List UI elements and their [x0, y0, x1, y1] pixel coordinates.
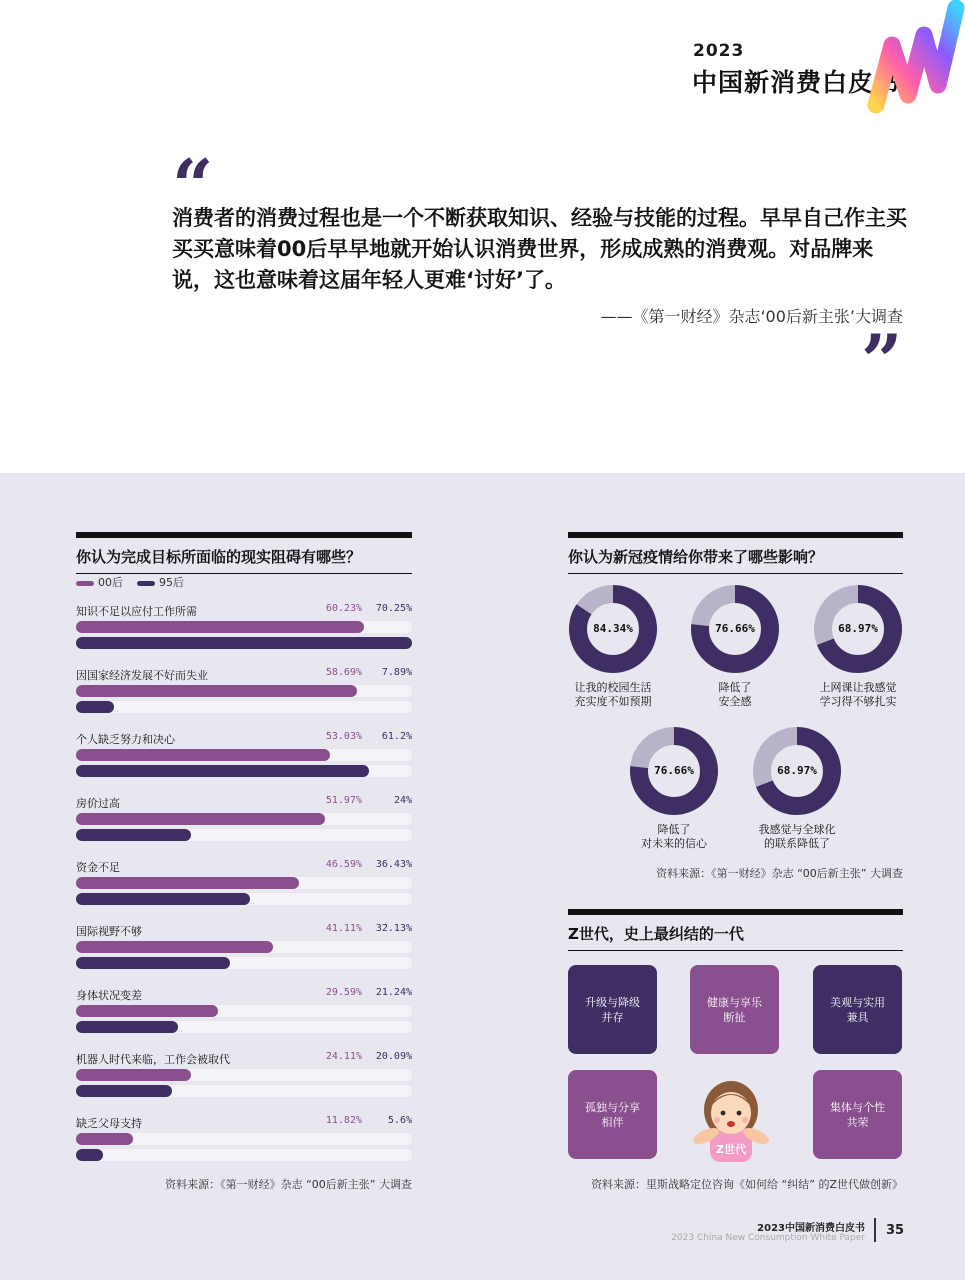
bar-value-label-00: 46.59%: [325, 859, 362, 870]
bar-track: [76, 749, 412, 761]
donut-caption: [553, 681, 673, 709]
bar-00: [76, 941, 273, 953]
bar-value-label-00: 24.11%: [325, 1051, 362, 1062]
donut-caption-line: 降低了: [657, 823, 691, 836]
bar-00: [76, 813, 325, 825]
bar-category-label: 知识不足以应付工作所需: [76, 605, 197, 618]
genz-tile: [568, 965, 657, 1054]
donut-caption-line: 对未来的信心: [641, 837, 707, 850]
bar-track: [76, 1085, 412, 1097]
covid-title: 你认为新冠疫情给你带来了哪些影响？: [568, 548, 824, 566]
genz-tile: [813, 965, 902, 1054]
obstacles-source: 资料来源：《第一财经》杂志 “00后新主张” 大调查: [165, 1178, 412, 1191]
bar-95: [76, 829, 191, 841]
genz-tile-text: 健康与享乐: [707, 995, 762, 1009]
bar-category-label: 身体状况变差: [76, 989, 142, 1002]
donut-caption: [675, 681, 795, 709]
bar-row: [76, 731, 412, 787]
bar-value-label-00: 53.03%: [325, 731, 362, 742]
bar-track: [76, 1069, 412, 1081]
bar-value-label-00: 41.11%: [325, 923, 362, 934]
bar-00: [76, 685, 357, 697]
panel-top-bar: [76, 532, 412, 538]
bar-95: [76, 765, 369, 777]
footer-separator: [874, 1218, 876, 1242]
bar-value-label-00: 11.82%: [325, 1115, 362, 1126]
donut-caption: [737, 823, 857, 851]
bar-row: [76, 603, 412, 659]
bar-track: [76, 637, 412, 649]
obstacles-panel: [76, 532, 412, 574]
bar-value-label-95: 70.25%: [375, 603, 412, 614]
footer-title-cn: 2023中国新消费白皮书: [757, 1223, 865, 1234]
bar-row: [76, 667, 412, 723]
genz-tile-text: 并存: [601, 1010, 624, 1024]
bar-track: [76, 701, 412, 713]
covid-source: 资料来源：《第一财经》杂志 “00后新主张” 大调查: [656, 867, 903, 880]
genz-tile: [813, 1070, 902, 1159]
bar-value-label-00: 58.69%: [325, 667, 362, 678]
donut-caption-line: 充实度不如预期: [574, 695, 652, 708]
page-number: 35: [886, 1223, 905, 1238]
bar-95: [76, 637, 412, 649]
bar-95: [76, 701, 114, 713]
mascot-tag: Z世代: [716, 1143, 746, 1156]
donut-caption-line: 安全感: [718, 695, 752, 708]
genz-tile-text: 相伴: [601, 1115, 624, 1129]
donut-caption-line: 降低了: [718, 681, 752, 694]
bar-value-label-95: 20.09%: [375, 1051, 412, 1062]
donut-caption: [798, 681, 918, 709]
genz-tile-text: 孤独与分享: [585, 1100, 640, 1114]
bar-category-label: 机器人时代来临，工作会被取代: [76, 1053, 230, 1066]
bar-00: [76, 1005, 218, 1017]
bar-track: [76, 621, 412, 633]
bar-95: [76, 1021, 178, 1033]
legend-00: 00后: [76, 574, 123, 590]
bar-track: [76, 685, 412, 697]
brand-logo-graphic: [858, 0, 965, 120]
genz-tile: [568, 1070, 657, 1159]
genz-tile: [690, 965, 779, 1054]
covid-panel: [568, 532, 903, 574]
bar-category-label: 个人缺乏努力和决心: [76, 733, 175, 746]
bar-row: [76, 1051, 412, 1107]
bar-track: [76, 1133, 412, 1145]
donut-value-label: 76.66%: [654, 764, 694, 777]
bar-category-label: 缺乏父母支持: [76, 1117, 142, 1130]
header-year: 2023: [693, 41, 745, 61]
donut-caption-line: 让我的校园生活: [574, 681, 652, 694]
footer-title-en: 2023 China New Consumption White Paper: [671, 1233, 865, 1243]
bar-track: [76, 941, 412, 953]
bar-track: [76, 1021, 412, 1033]
bar-value-label-00: 51.97%: [325, 795, 362, 806]
title-rule: [568, 950, 903, 951]
bar-track: [76, 877, 412, 889]
genz-tile-text: 断扯: [723, 1010, 746, 1024]
donut-value-label: 76.66%: [715, 622, 755, 635]
header-title: 中国新消费白皮书: [692, 68, 901, 97]
bar-value-label-95: 36.43%: [375, 859, 412, 870]
bar-value-label-95: 7.89%: [381, 667, 412, 678]
donut-caption-line: 上网课让我感觉: [819, 681, 897, 694]
legend-swatch-95: [137, 581, 155, 586]
bar-value-label-00: 60.23%: [325, 603, 362, 614]
bar-row: [76, 923, 412, 979]
bar-00: [76, 877, 299, 889]
bar-value-label-00: 29.59%: [325, 987, 362, 998]
genz-tile-text: 共荣: [846, 1115, 869, 1129]
bar-value-label-95: 24%: [393, 795, 412, 806]
quote-text: 消费者的消费过程也是一个不断获取知识、经验与技能的过程。早早自己作主买买买意味着00后早早地就开始认识消费世界，形成成熟的消费观。对品牌来说，这也意味着这届年轻人更难‘讨好’了。: [172, 206, 907, 292]
bar-track: [76, 1005, 412, 1017]
bar-track: [76, 1149, 412, 1161]
bar-row: [76, 795, 412, 851]
genz-panel: [568, 909, 903, 951]
panel-top-bar: [568, 532, 903, 538]
genz-tile-text: 美观与实用: [830, 995, 885, 1009]
donut-caption: [614, 823, 734, 851]
title-rule: [568, 573, 903, 574]
bar-95: [76, 1085, 172, 1097]
donut-value-label: 84.34%: [593, 622, 633, 635]
donut-caption-line: 的联系降低了: [764, 837, 830, 850]
genz-title: Z世代，史上最纠结的一代: [568, 925, 744, 943]
genz-tile-text: 集体与个性: [830, 1100, 885, 1114]
bar-95: [76, 1149, 103, 1161]
bar-row: [76, 987, 412, 1043]
bar-row: [76, 1115, 412, 1171]
bar-95: [76, 893, 250, 905]
bar-00: [76, 621, 364, 633]
bar-95: [76, 957, 230, 969]
legend-95: 95后: [137, 574, 184, 590]
bar-track: [76, 893, 412, 905]
obstacles-title: 你认为完成目标所面临的现实阻碍有哪些？: [76, 548, 362, 566]
bar-row: [76, 859, 412, 915]
bar-value-label-95: 5.6%: [387, 1115, 412, 1126]
donut-caption-line: 我感觉与全球化: [758, 823, 836, 836]
close-quote-mark: ”: [861, 318, 903, 403]
bar-category-label: 国际视野不够: [76, 925, 142, 938]
bar-category-label: 房价过高: [76, 797, 120, 810]
chart-legend: [76, 574, 184, 590]
bar-00: [76, 749, 330, 761]
bar-category-label: 资金不足: [76, 861, 120, 874]
bar-category-label: 因国家经济发展不好而失业: [76, 669, 208, 682]
bar-track: [76, 829, 412, 841]
bar-00: [76, 1069, 191, 1081]
bar-track: [76, 813, 412, 825]
bar-00: [76, 1133, 133, 1145]
bar-track: [76, 957, 412, 969]
bar-track: [76, 765, 412, 777]
genz-tile-text: 升级与降级: [585, 995, 640, 1009]
legend-swatch-00: [76, 581, 94, 586]
open-quote-mark: “: [172, 143, 214, 228]
donut-value-label: 68.97%: [777, 764, 817, 777]
bar-value-label-95: 61.2%: [381, 731, 412, 742]
panel-top-bar: [568, 909, 903, 915]
donut-value-label: 68.97%: [838, 622, 878, 635]
donut-caption-line: 学习得不够扎实: [819, 695, 897, 708]
genz-tile-text: 兼具: [846, 1010, 869, 1024]
bar-value-label-95: 32.13%: [375, 923, 412, 934]
quote-source: ——《第一财经》杂志‘00后新主张’大调查: [600, 307, 903, 326]
genz-source: 资料来源：里斯战略定位咨询《如何给 “纠结” 的Z世代做创新》: [591, 1178, 903, 1191]
bar-value-label-95: 21.24%: [375, 987, 412, 998]
